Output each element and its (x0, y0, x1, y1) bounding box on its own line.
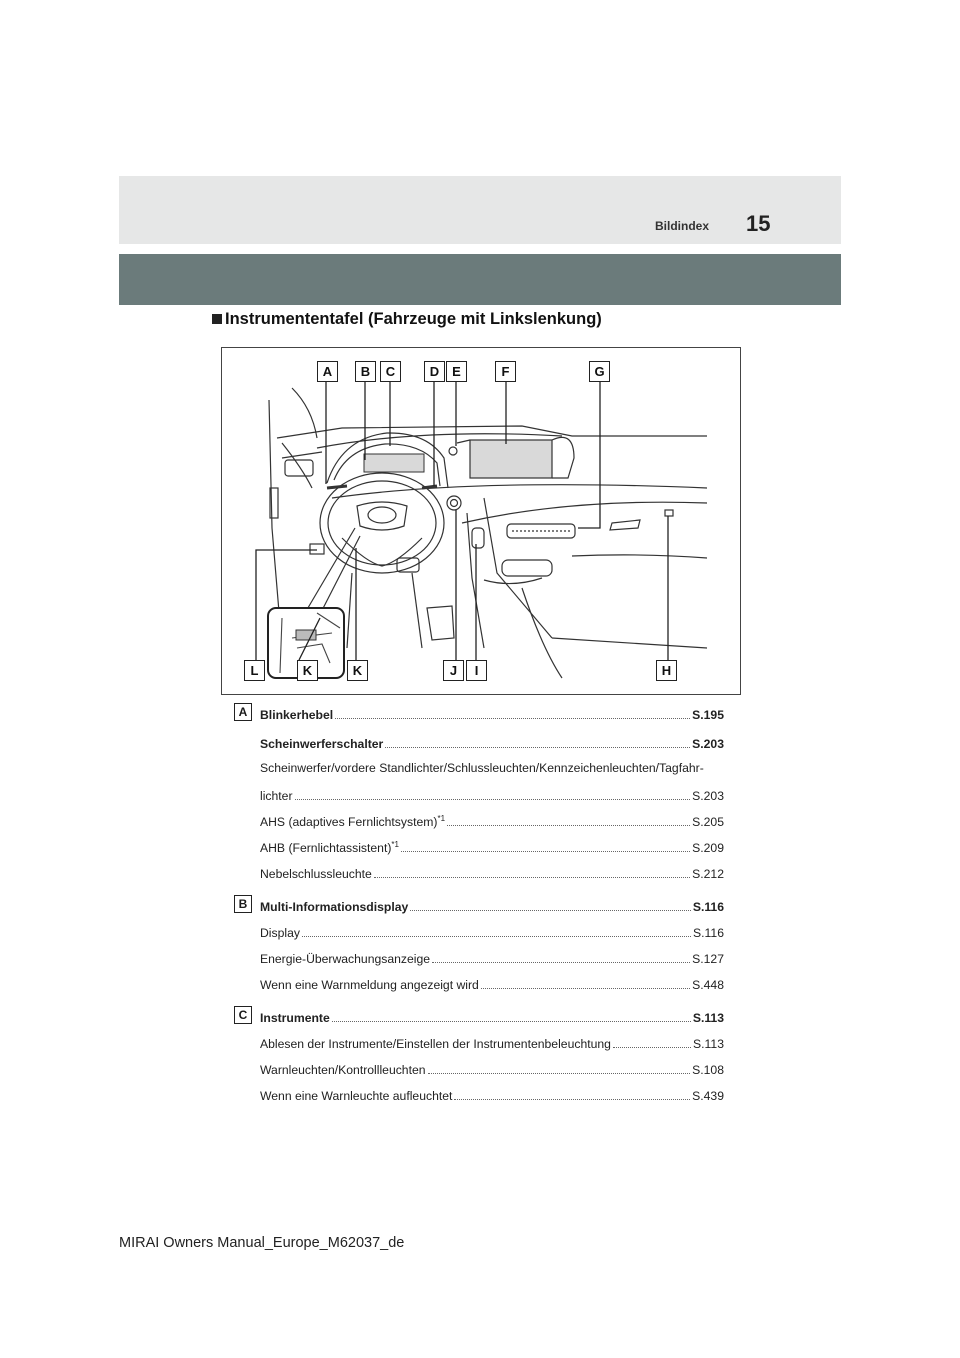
header-bar (119, 254, 841, 305)
entry-text: Energie-Überwachungsanzeige (260, 952, 431, 966)
entry-text: Warnleuchten/Kontrollleuchten (260, 1063, 426, 1077)
page-reference: S.448 (692, 978, 724, 992)
index-entry[interactable] (234, 1077, 724, 1103)
callout-k-bottom: K (297, 660, 318, 681)
entry-text: Scheinwerferschalter (260, 737, 384, 751)
page-reference: S.108 (692, 1063, 724, 1077)
callout-l-bottom: L (244, 660, 265, 681)
page-reference: S.439 (692, 1089, 724, 1103)
page-reference: S.212 (692, 867, 724, 881)
callout-d: D (424, 361, 445, 382)
dashboard-drawing (222, 348, 740, 694)
entry-text: AHB (Fernlichtassistent)$^{*1}$ (260, 839, 399, 855)
page-number: 15 (746, 211, 771, 236)
dot-leader (432, 961, 690, 963)
page-reference: S.203 (692, 737, 724, 751)
dot-leader (481, 987, 690, 989)
callout-h-bottom: H (656, 660, 677, 681)
index-entry[interactable] (234, 914, 724, 940)
square-bullet-icon (212, 314, 222, 324)
page-reference: S.116 (692, 900, 724, 914)
page-reference: S.127 (692, 952, 724, 966)
callout-a: A (317, 361, 338, 382)
entry-text: Display (260, 926, 300, 940)
dot-leader (401, 850, 690, 852)
multi-info-display-screen (364, 454, 424, 472)
index-entry[interactable] (234, 855, 724, 881)
entry-text: Wenn eine Warnmeldung angezeigt wird (260, 978, 479, 992)
header-section-title: Bildindex (655, 219, 710, 233)
entry-text: Scheinwerfer/vordere Standlichter/Schlussleuchten/Kennzeichenleuchten/Tagfahr- (260, 761, 704, 775)
index-entry[interactable] (234, 1051, 724, 1077)
index-entry[interactable] (234, 722, 724, 751)
callout-i-bottom: I (466, 660, 487, 681)
entry-group-b (234, 895, 724, 992)
callout-j-bottom: J (443, 660, 464, 681)
page-reference: S.116 (693, 926, 724, 940)
page-reference: S.113 (692, 1011, 724, 1025)
footnote-marker: *1 (391, 839, 399, 849)
page-reference: S.203 (692, 789, 724, 803)
dot-leader (335, 717, 690, 719)
group-badge: C (234, 1006, 252, 1024)
entry-text: Instrumente (260, 1011, 330, 1025)
index-entry[interactable] (234, 751, 724, 777)
index-entry[interactable] (234, 1006, 724, 1025)
index-entry[interactable] (234, 895, 724, 914)
entry-group-a (234, 703, 724, 881)
callout-k-bottom: K (347, 660, 368, 681)
dot-leader (613, 1046, 691, 1048)
page-reference: S.209 (692, 841, 724, 855)
index-entry[interactable] (234, 703, 724, 722)
callout-g: G (589, 361, 610, 382)
entry-text: Blinkerhebel (260, 708, 334, 722)
index-entry[interactable] (234, 829, 724, 855)
callout-e: E (446, 361, 467, 382)
index-entry[interactable] (234, 777, 724, 803)
dot-leader (454, 1098, 690, 1100)
footnote-marker: *1 (437, 813, 446, 823)
index-entry[interactable] (234, 803, 724, 829)
index-entries (234, 703, 724, 1103)
entry-text: Nebelschlussleuchte (260, 867, 372, 881)
dashboard-illustration (221, 347, 741, 695)
dot-leader (332, 1020, 691, 1022)
index-entry[interactable] (234, 966, 724, 992)
dot-leader (447, 824, 690, 826)
dot-leader (295, 798, 691, 800)
index-entry[interactable] (234, 940, 724, 966)
center-display-screen (470, 440, 552, 478)
dot-leader (374, 876, 690, 878)
callout-b: B (355, 361, 376, 382)
dot-leader (410, 909, 691, 911)
page-reference: S.113 (693, 1037, 724, 1051)
callout-c: C (380, 361, 401, 382)
entry-text: lichter (260, 789, 293, 803)
footer-text: MIRAI Owners Manual_Europe_M62037_de (119, 1235, 405, 1251)
entry-text: Multi-Informationsdisplay (260, 900, 409, 914)
group-badge: B (234, 895, 252, 913)
page-reference: S.205 (692, 815, 724, 829)
entry-text: Ablesen der Instrumente/Einstellen der Instrumentenbeleuchtung (260, 1037, 611, 1051)
dot-leader (302, 935, 691, 937)
header-band (119, 176, 841, 244)
index-entry[interactable] (234, 1025, 724, 1051)
entry-text: Wenn eine Warnleuchte aufleuchtet (260, 1089, 453, 1103)
entry-text: AHS (adaptives Fernlichtsystem)$^{*1}$ (260, 813, 446, 829)
dot-leader (385, 746, 690, 748)
page-reference: S.195 (692, 708, 724, 722)
section-title: Instrumententafel (Fahrzeuge mit Linkslenkung) (212, 310, 602, 329)
dot-leader (428, 1072, 691, 1074)
callout-f: F (495, 361, 516, 382)
entry-group-c (234, 1006, 724, 1103)
group-badge: A (234, 703, 252, 721)
